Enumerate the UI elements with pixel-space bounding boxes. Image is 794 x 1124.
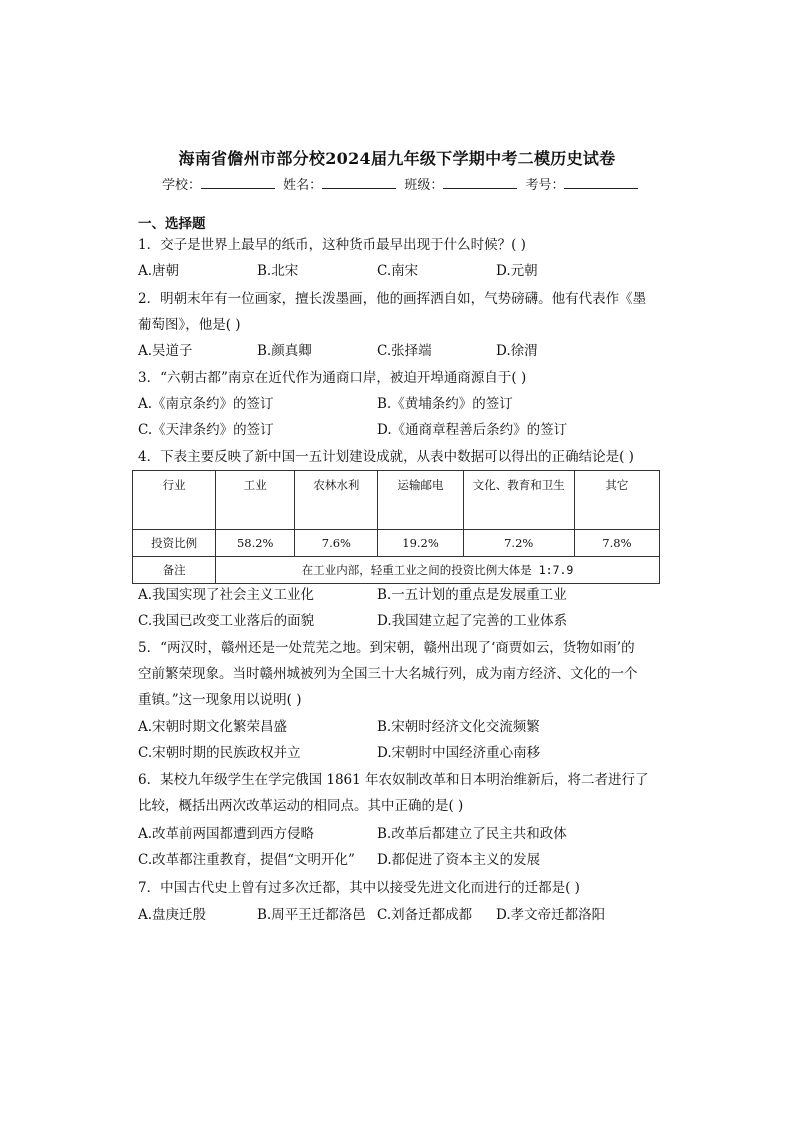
q2-option-b[interactable]: B.颜真卿 [257,343,312,359]
table-header-cell: 行业 [133,471,216,530]
q3-option-a[interactable]: A.《南京条约》的签订 [138,396,274,412]
name-blank[interactable] [322,176,396,189]
table-note-label: 备注 [133,557,216,584]
q3-option-d[interactable]: D.《通商章程善后条约》的签订 [377,422,568,438]
table-row [133,530,660,557]
table-cell: 7.6% [295,530,378,557]
class-blank[interactable] [443,176,517,189]
q4-option-a[interactable]: A.我国实现了社会主义工业化 [138,587,315,603]
q6-option-c[interactable]: C.改革都注重教育，提倡“文明开化” [138,852,355,868]
q5-option-d[interactable]: D.宋朝时中国经济重心南移 [377,745,541,761]
q4-option-b[interactable]: B.一五计划的重点是发展重工业 [377,587,567,603]
number-label: 考号： [525,178,565,193]
table-header-cell: 运输邮电 [378,471,463,530]
q5-option-a[interactable]: A.宋朝时期文化繁荣昌盛 [138,719,288,735]
question-6-stem-cont: 比较，概括出两次改革运动的相同点。其中正确的是( ) [138,798,464,814]
q6-option-b[interactable]: B.改革后都建立了民主共和政体 [377,826,567,842]
table-header-cell: 农林水利 [295,471,378,530]
table-cell: 7.2% [463,530,574,557]
question-2-stem-cont: 葡萄图》，他是( ) [138,317,241,333]
table-note: 在工业内部，轻重工业之间的投资比例大体是 1:7.9 [216,557,660,584]
question-7-stem: 7．中国古代史上曾有过多次迁都，其中以接受先进文化而进行的迁都是( ) [138,880,580,896]
question-5-stem-cont: 重镇。”这一现象用以说明( ) [138,692,302,708]
table-header-cell: 工业 [216,471,295,530]
table-header-cell: 文化、教育和卫生 [463,471,574,530]
q5-option-c[interactable]: C.宋朝时期的民族政权并立 [138,745,301,761]
q2-option-d[interactable]: D.徐渭 [496,343,538,359]
table-header-row [133,471,660,530]
q7-option-d[interactable]: D.孝文帝迁都洛阳 [496,907,606,923]
section-heading: 一、选择题 [138,216,206,232]
table-row-label: 投资比例 [133,530,216,557]
question-6-stem: 6．某校九年级学生在学完俄国 1861 年农奴制改革和日本明治维新后，将二者进行了 [138,772,649,788]
school-blank[interactable] [201,176,275,189]
table-cell: 19.2% [378,530,463,557]
q1-option-c[interactable]: C.南宋 [377,263,419,279]
question-2-stem: 2．明朝末年有一位画家，擅长泼墨画，他的画挥洒自如，气势磅礴。他有代表作《墨 [138,291,647,307]
q3-option-c[interactable]: C.《天津条约》的签订 [138,422,274,438]
q4-option-c[interactable]: C.我国已改变工业落后的面貌 [138,613,315,629]
table-cell: 58.2% [216,530,295,557]
q5-option-b[interactable]: B.宋朝时经济文化交流频繁 [377,719,540,735]
q3-option-b[interactable]: B.《黄埔条约》的签订 [377,396,513,412]
q7-option-b[interactable]: B.周平王迁都洛邑 [257,907,366,923]
exam-title: 海南省儋州市部分校2024届九年级下学期中考二模历史试卷 [178,149,616,168]
table-note-row [133,557,660,584]
school-label: 学校： [162,178,202,193]
q7-option-c[interactable]: C.刘备迁都成都 [377,907,473,923]
question-5-stem-cont: 空前繁荣现象。当时赣州城被列为全国三十大名城行列，成为南方经济、文化的一个 [138,666,638,682]
number-blank[interactable] [564,176,638,189]
table-header-cell: 其它 [574,471,659,530]
question-3-stem: 3．“六朝古都”南京在近代作为通商口岸，被迫开埠通商源自于( ) [138,370,527,386]
table-cell: 7.8% [574,530,659,557]
name-label: 姓名： [283,178,323,193]
class-label: 班级： [404,178,444,193]
q2-option-c[interactable]: C.张择端 [377,343,432,359]
q4-option-d[interactable]: D.我国建立起了完善的工业体系 [377,613,568,629]
q1-option-b[interactable]: B.北宋 [257,263,299,279]
q7-option-a[interactable]: A.盘庚迁殷 [138,907,207,923]
q1-option-d[interactable]: D.元朝 [496,263,538,279]
q1-option-a[interactable]: A.唐朝 [138,263,180,279]
q2-option-a[interactable]: A.吴道子 [138,343,193,359]
question-1-stem: 1．交子是世界上最早的纸币，这种货币最早出现于什么时候？( ) [138,237,526,253]
question-4-stem: 4．下表主要反映了新中国一五计划建设成就，从表中数据可以得出的正确结论是( ) [138,449,634,465]
question-5-stem: 5．“两汉时，赣州还是一处荒芜之地。到宋朝，赣州出现了‘商贾如云，货物如雨’的 [138,640,635,656]
q6-option-d[interactable]: D.都促进了资本主义的发展 [377,852,541,868]
investment-table [132,470,660,584]
q6-option-a[interactable]: A.改革前两国都遭到西方侵略 [138,826,315,842]
student-info-line [162,174,642,193]
